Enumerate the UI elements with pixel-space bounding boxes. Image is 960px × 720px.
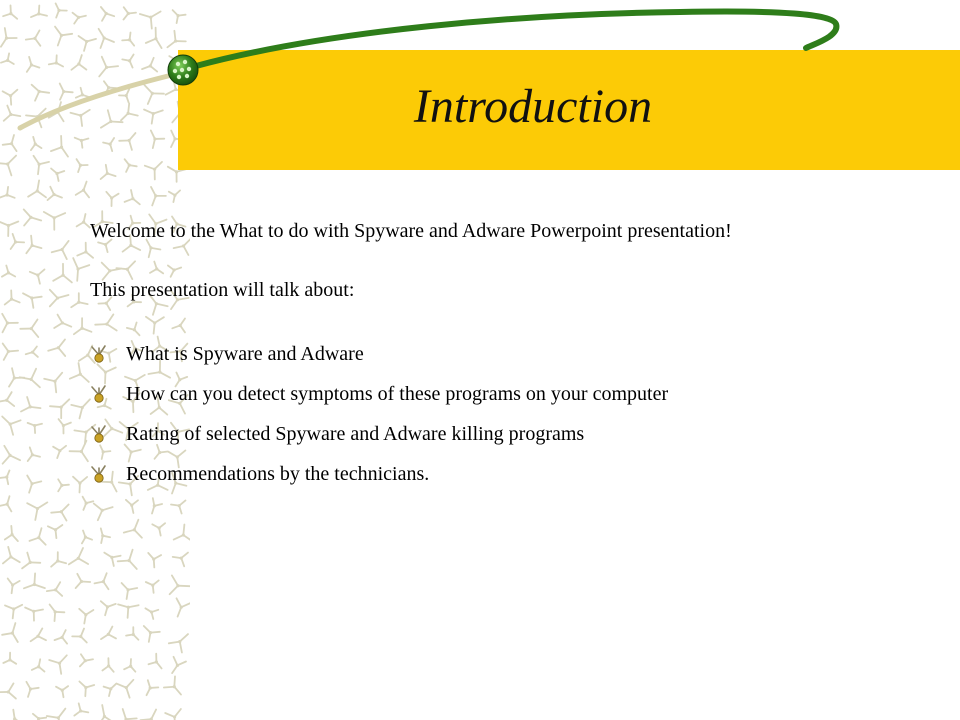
pattern-glyph	[24, 209, 42, 225]
pattern-glyph	[104, 553, 120, 566]
pattern-glyph	[106, 192, 118, 206]
pattern-glyph	[71, 399, 90, 418]
pattern-glyph	[117, 680, 134, 698]
pattern-glyph	[141, 710, 158, 720]
pattern-glyph	[26, 236, 41, 254]
bullet-item	[90, 414, 956, 454]
swoosh-arc	[196, 12, 836, 67]
intro-text: This presentation will talk about:	[90, 279, 355, 301]
pattern-glyph	[24, 573, 45, 588]
pattern-glyph	[125, 190, 140, 204]
pattern-glyph	[83, 497, 94, 510]
pattern-glyph	[73, 258, 89, 281]
pattern-glyph	[54, 315, 71, 328]
bullet-arrows-icon	[90, 424, 108, 444]
pattern-glyph	[126, 500, 138, 513]
pattern-glyph	[11, 234, 25, 249]
pattern-glyph	[32, 659, 45, 671]
pattern-glyph	[3, 446, 21, 464]
pattern-glyph	[101, 627, 116, 640]
pattern-glyph	[47, 709, 66, 720]
bullet-arrows-icon	[90, 384, 108, 404]
slide-body	[90, 216, 956, 494]
bullet-label: How can you detect symptoms of these programs on your computer	[126, 383, 669, 405]
pattern-glyph	[124, 520, 142, 538]
pattern-glyph	[80, 654, 93, 666]
pattern-glyph	[49, 655, 67, 674]
pattern-glyph	[9, 710, 22, 720]
pattern-glyph	[2, 266, 15, 277]
pattern-glyph	[50, 399, 69, 418]
pattern-glyph	[55, 630, 68, 644]
pattern-glyph	[58, 479, 69, 491]
pattern-glyph	[79, 682, 94, 697]
pattern-glyph	[26, 347, 38, 357]
pattern-glyph	[28, 447, 40, 461]
pattern-glyph	[48, 339, 65, 356]
pattern-glyph	[79, 609, 93, 624]
pattern-glyph	[30, 269, 45, 283]
pattern-glyph	[98, 705, 114, 720]
pattern-glyph	[177, 598, 191, 616]
pattern-glyph	[26, 682, 38, 697]
pattern-glyph	[169, 190, 180, 202]
pattern-glyph	[20, 320, 38, 338]
pattern-glyph	[5, 290, 20, 304]
pattern-glyph	[95, 573, 109, 589]
pattern-glyph	[149, 654, 162, 669]
pattern-glyph	[76, 574, 91, 588]
pattern-glyph	[23, 293, 42, 308]
pattern-glyph	[126, 627, 138, 640]
pattern-glyph	[53, 264, 72, 283]
pattern-glyph	[0, 187, 15, 198]
pattern-glyph	[170, 575, 190, 594]
pattern-glyph	[70, 363, 89, 382]
pattern-glyph	[102, 658, 113, 672]
pattern-glyph	[2, 623, 18, 642]
pattern-glyph	[28, 180, 46, 197]
bullet-item	[90, 334, 956, 374]
welcome-text: Welcome to the What to do with Spyware and Adware Powerpoint presentation!	[90, 220, 732, 242]
pattern-glyph	[74, 318, 92, 334]
pattern-glyph	[172, 657, 186, 673]
pattern-glyph	[118, 550, 137, 569]
pattern-glyph	[69, 548, 88, 564]
pattern-glyph	[51, 505, 68, 521]
pattern-glyph	[31, 628, 46, 641]
pattern-glyph	[3, 344, 18, 360]
pattern-glyph	[8, 579, 20, 594]
pattern-glyph	[164, 676, 181, 694]
bullet-item	[90, 374, 956, 414]
bullet-item	[90, 454, 956, 494]
pattern-glyph	[174, 525, 190, 542]
pattern-glyph	[148, 553, 161, 568]
swoosh-tail	[20, 76, 168, 128]
pattern-glyph	[21, 397, 41, 412]
bullet-label: Rating of selected Spyware and Adware killing programs	[126, 423, 585, 445]
pattern-glyph	[56, 686, 68, 697]
pattern-glyph	[51, 552, 66, 567]
pattern-glyph	[33, 714, 46, 720]
pattern-glyph	[70, 441, 88, 462]
pattern-glyph	[144, 626, 160, 642]
pattern-glyph	[146, 580, 159, 592]
pattern-glyph	[82, 531, 92, 544]
bullet-arrows-icon	[90, 344, 108, 364]
pattern-glyph	[27, 476, 41, 493]
pattern-glyph	[50, 290, 69, 307]
pattern-glyph	[2, 417, 20, 435]
pattern-glyph	[3, 653, 16, 664]
pattern-glyph	[118, 604, 139, 617]
pattern-glyph	[50, 605, 65, 622]
pattern-glyph	[152, 498, 162, 513]
pattern-glyph	[169, 634, 188, 652]
pattern-glyph	[145, 608, 158, 619]
bullet-label: What is Spyware and Adware	[126, 343, 364, 365]
pattern-glyph	[0, 496, 11, 511]
pattern-glyph	[25, 608, 43, 621]
pattern-glyph	[27, 502, 47, 520]
pattern-glyph	[101, 528, 110, 543]
pattern-glyph	[30, 528, 46, 545]
pattern-glyph	[104, 684, 117, 696]
pattern-glyph	[173, 553, 188, 567]
pattern-glyph	[72, 629, 87, 643]
bullet-label: Recommendations by the technicians.	[126, 463, 430, 485]
pattern-glyph	[0, 392, 14, 406]
pattern-glyph	[77, 214, 90, 228]
pattern-glyph	[28, 423, 42, 433]
pattern-glyph	[53, 446, 66, 458]
pattern-glyph	[44, 373, 62, 393]
pattern-glyph	[152, 523, 165, 535]
pattern-glyph	[76, 182, 89, 198]
pattern-glyph	[71, 293, 88, 307]
pattern-glyph	[0, 470, 9, 484]
pattern-glyph	[47, 582, 62, 596]
pattern-glyph	[3, 547, 20, 564]
pattern-glyph	[48, 187, 63, 200]
bullet-arrows-icon	[90, 464, 108, 484]
pattern-glyph	[22, 553, 40, 569]
pattern-glyph	[44, 212, 65, 230]
pattern-glyph	[147, 680, 159, 695]
pattern-glyph	[0, 221, 18, 236]
pattern-glyph	[101, 601, 116, 615]
pattern-glyph	[20, 369, 40, 388]
pattern-glyph	[74, 703, 88, 715]
pattern-glyph	[171, 500, 186, 513]
pattern-glyph	[94, 504, 113, 521]
bullet-list	[90, 334, 956, 494]
pattern-glyph	[5, 526, 18, 541]
pattern-glyph	[59, 419, 71, 433]
pattern-glyph	[2, 314, 18, 333]
pattern-glyph	[165, 709, 181, 720]
pattern-glyph	[0, 683, 16, 698]
pattern-glyph	[48, 525, 63, 538]
slide-title: Introduction	[413, 80, 653, 133]
pattern-glyph	[124, 659, 135, 672]
pattern-glyph	[73, 477, 87, 493]
pattern-glyph	[5, 605, 22, 619]
pattern-glyph	[52, 241, 69, 259]
pattern-glyph	[120, 709, 137, 720]
pattern-glyph	[122, 583, 138, 599]
pattern-glyph	[151, 187, 166, 206]
